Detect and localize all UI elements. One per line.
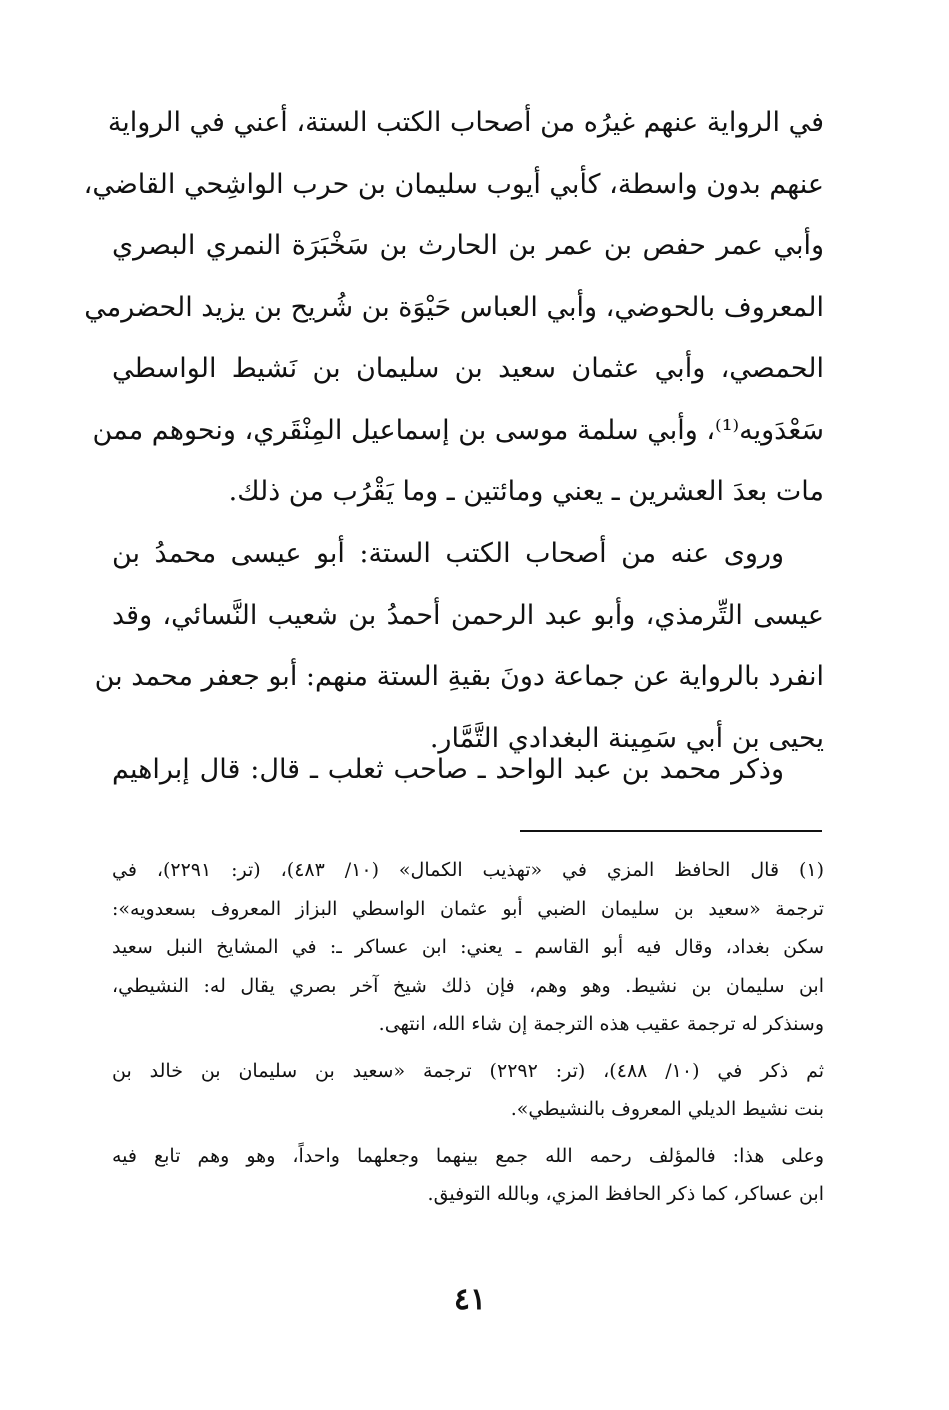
text-line: وأبي عمر حفص بن عمر بن الحارث بن سَخْبَرَة النمري البصري [112,230,824,261]
footnotes [112,851,824,1214]
text-line: عيسى التِّرمذي، وأبو عبد الرحمن أحمدُ بن شعيب النَّسائي، وقد [112,599,824,631]
text-line: وذكر محمد بن عبد الواحد ـ صاحب ثعلب ـ قال: قال إبراهيم [112,754,784,785]
footnote-line: وسنذكر له ترجمة عقيب هذه الترجمة إن شاء الله، انتهى. [378,1013,824,1035]
footnote-separator [520,830,822,832]
text-line: انفرد بالرواية عن جماعة دونَ بقيةِ الستة منهم: أبو جعفر محمد بن [94,661,824,692]
footnote-1-continued [112,1052,824,1129]
footnote-line: ابن عساكر، كما ذكر الحافظ المزي، وبالله التوفيق. [427,1183,824,1205]
footnote-gap [112,1129,824,1137]
text-line: مات بعدَ العشرين ـ يعني ومائتين ـ وما يَقْرُب من ذلك. [228,476,824,507]
text-line: في الرواية عنهم غيرُه من أصحاب الكتب الستة، أعني في الرواية [107,107,824,138]
footnote-line: ثم ذكر في (١٠/ ٤٨٨)، (تر: ٢٢٩٢) ترجمة «سعيد بن سليمان بن خالد بن [112,1059,825,1082]
text-line: عنهم بدون واسطة، كأبي أيوب سليمان بن حرب الواشِحي القاضي، [83,168,824,200]
text-line: المعروف بالحوضي، وأبي العباس حَيْوَة بن شُريح بن يزيد الحضرمي [84,291,824,323]
footnote-1-conclusion [112,1137,824,1214]
footnote-gap [112,1044,824,1052]
footnote-line: (١) قال الحافظ المزي في «تهذيب الكمال» (١٠/ ٤٨٣)، (تر: ٢٢٩١)، في [112,859,825,881]
paragraph-1 [83,92,824,523]
footnote-line: بنت نشيط الديلي المعروف بالنشيطي». [510,1098,824,1120]
footnote-line: ابن سليمان بن نشيط. وهو وهم، فإن ذلك شيخ آخر بصري يقال له: النشيطي، [112,974,824,997]
text-line: وروى عنه من أصحاب الكتب الستة: أبو عيسى محمدُ بن [112,538,784,569]
text-line: سَعْدَويه⁽¹⁾، وأبي سلمة موسى بن إسماعيل المِنْقَري، ونحوهم ممن [92,414,824,446]
footnote-line: وعلى هذا: فالمؤلف رحمه الله جمع بينهما وجعلهما واحداً، وهو وهم تابع فيه [112,1144,824,1167]
page-number: ٤١ [453,1282,487,1317]
footnote-line: سكن بغداد، وقال فيه أبو القاسم ـ يعني: ابن عساكر ـ: في المشايخ النبل سعيد [112,936,824,958]
text-line: الحمصي، وأبي عثمان سعيد بن سليمان بن نَشيط الواسطي [112,353,824,384]
footnote-1 [112,851,824,1044]
text-line: يحيى بن أبي سَمِينة البغدادي التَّمَّار. [429,722,824,754]
footnote-line: ترجمة «سعيد بن سليمان الضبي أبو عثمان الواسطي البزاز المعروف بسعدويه»: [112,897,824,920]
paragraph-2 [94,523,824,769]
paragraph-3 [112,739,824,801]
